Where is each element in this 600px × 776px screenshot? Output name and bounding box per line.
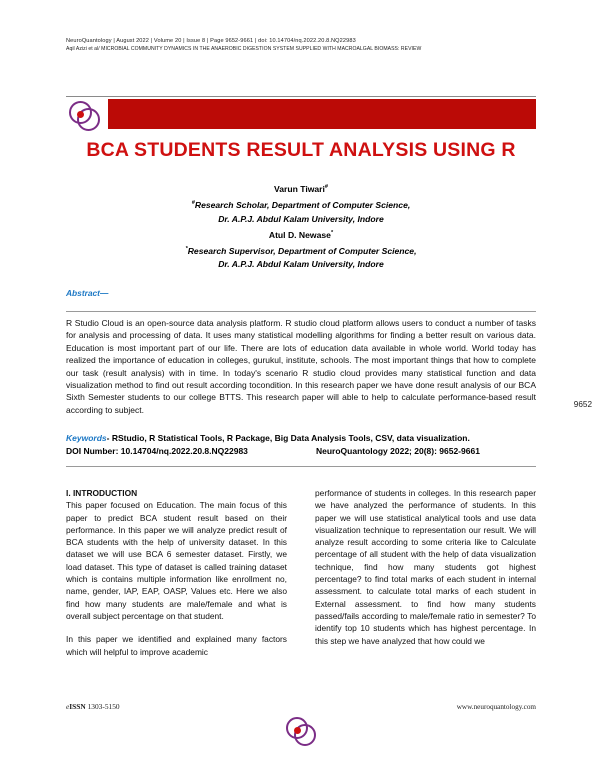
issn-label: ISSN — [69, 702, 86, 711]
red-banner-bar — [108, 99, 536, 129]
abstract-bottom-divider — [66, 466, 536, 467]
abstract-label: Abstract— — [66, 288, 109, 298]
issn-text — [66, 702, 120, 712]
abstract-top-divider — [66, 311, 536, 312]
keywords-value: - RStudio, R Statistical Tools, R Package, Big Data Analysis Tools, CSV, data visualization. — [106, 433, 470, 443]
doi-number: DOI Number: 10.14704/nq.2022.20.8.NQ22983 — [66, 446, 248, 456]
page-footer — [66, 702, 536, 712]
author-block — [66, 180, 536, 271]
journal-citation: NeuroQuantology 2022; 20(8): 9652-9661 — [316, 446, 480, 456]
intro-paragraph-2: In this paper we identified and explained many factors which will helpful to improve academic — [66, 634, 287, 657]
neuroquantology-rings-icon-footer — [285, 716, 317, 746]
author-2-affiliation-line-2: Dr. A.P.J. Abdul Kalam University, Indore — [218, 259, 384, 270]
abstract-text: R Studio Cloud is an open-source data analysis platform. R studio cloud platform allows users to conduct a number of tasks for analysis and processing of data. It uses many statistical modelling algorithms for finding a better result on various data. Education is most important part of our life. There are lots of education data available in whole world. World today has realized the importance of education in colleges, gurukul, institute, schools. The most important things that how to complete our task (result analysis) with in time. In today's scenario R studio cloud provides many statistical function and data visualization method to find out result according tocondition. In this research paper we have done result analysis of our BCA Sixth Semester students to our college BTTS. This research paper will able to help to calculate performance-based result according to subject. — [66, 318, 536, 415]
section-heading-introduction: I. INTRODUCTION — [66, 488, 138, 498]
author-2-name — [66, 226, 536, 242]
header-divider — [66, 96, 536, 97]
running-header-line-1: NeuroQuantology | August 2022 | Volume 20 | Issue 8 | Page 9652-9661 | doi: 10.14704/nq.2022.20.8.NQ22983 — [66, 38, 356, 44]
author-2-affiliation-text: Research Supervisor, Department of Computer Science, — [187, 245, 417, 256]
doi-citation-row — [66, 445, 536, 457]
author-2-marker: * — [330, 229, 334, 236]
author-2-affiliation-marker: * — [185, 245, 188, 252]
author-2-affiliation-line-1 — [66, 242, 536, 258]
author-1-affiliation-text: Research Scholar, Department of Computer Science, — [194, 199, 411, 210]
body-columns — [66, 487, 536, 658]
author-1-affiliation-marker: # — [191, 199, 195, 206]
neuroquantology-rings-icon — [68, 100, 102, 132]
running-header — [66, 38, 536, 53]
author-1-name — [66, 180, 536, 196]
author-1-affiliation-line-1 — [66, 196, 536, 212]
journal-logo-footer — [66, 716, 536, 746]
margin-page-number: 9652 — [573, 400, 592, 409]
journal-website[interactable]: www.neuroquantology.com — [456, 703, 536, 711]
journal-logo-header — [66, 96, 108, 136]
author-1-name-text: Varun Tiwari — [273, 183, 325, 194]
title-banner-row — [66, 96, 536, 136]
body-column-left — [66, 487, 287, 658]
author-1-affiliation-line-2: Dr. A.P.J. Abdul Kalam University, Indore — [218, 213, 384, 224]
issn-value: 1303-5150 — [87, 702, 120, 711]
body-column-right — [315, 487, 536, 658]
author-2-name-text: Atul D. Newase — [268, 229, 331, 240]
title-block — [66, 96, 536, 162]
keywords-line — [66, 432, 536, 444]
running-header-line-2: Aqil Azizi et al/ MICROBIAL COMMUNITY DYNAMICS IN THE ANAEROBIC DIGESTION SYSTEM SUPPLIED WITH MACROALGAL BIOMASS: REVIEW — [66, 45, 422, 52]
keywords-label: Keywords — [66, 433, 107, 443]
page-title: BCA STUDENTS RESULT ANALYSIS USING R — [86, 139, 516, 161]
author-1-marker: # — [324, 184, 329, 190]
intro-paragraph-1: This paper focused on Education. The main focus of this paper to predict BCA student result based on their performance. In this paper we will analyze predict result of BCA students with the help of university dataset. In this dataset we will use BCA 6 semester dataset. Firstly, we load dataset. This type of dataset is called training dataset which is contains multiple information like enrollment no, name, gender, IAP, EAP, OASP, Values etc. Here we also find how many students are male/female and what is overall subject percentage on that student. — [66, 500, 287, 621]
intro-paragraph-3: performance of students in colleges. In this research paper we have analyzed the performance of students. In this paper we will use statistical analytical tools and use data visualization technique to representation our result. We will analyze result according to some criteria like to Calculate percentage of all student with the help of data visualization technique, find how many students got highest percentage? to find total marks of each student in internal assessment. to calculate total marks of each student in External assessment. to find how many students passed/fails according to male/female ratio in semester? To identify top 10 students which has highest percentage. In this step we have analyzed that how could we — [315, 488, 536, 646]
issn-prefix: e — [66, 702, 70, 711]
